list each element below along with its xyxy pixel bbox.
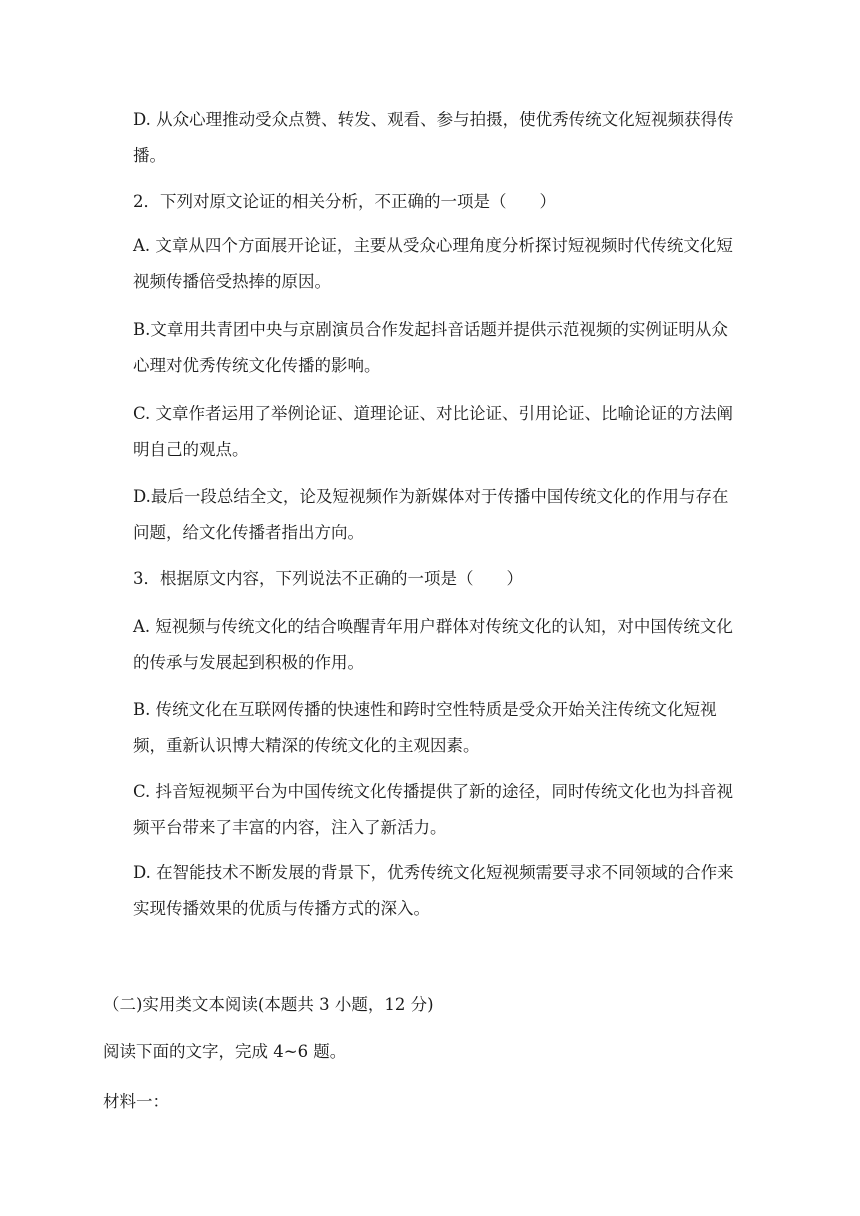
q2-option-d-line1: D.最后一段总结全文，论及短视频作为新媒体对于传播中国传统文化的作用与存在 — [133, 487, 729, 506]
material-one-label — [103, 1084, 759, 1120]
q1-option-d — [103, 102, 759, 174]
q3-option-c-line2: 频平台带来了丰富的内容，注入了新活力。 — [133, 818, 447, 837]
q3-option-c — [103, 774, 759, 846]
q1-option-d-line2: 播。 — [133, 146, 166, 165]
q3-option-a-line1: A. 短视频与传统文化的结合唤醒青年用户群体对传统文化的认知，对中国传统文化 — [133, 617, 733, 636]
section2-instruction — [103, 1034, 759, 1070]
q2-option-b — [103, 312, 759, 384]
section2-instruction-text: 阅读下面的文字，完成 4~6 题。 — [103, 1042, 347, 1061]
q1-option-d-line1: D. 从众心理推动受众点赞、转发、观看、参与拍摄，使优秀传统文化短视频获得传 — [133, 110, 734, 129]
q3-option-b-line1: B. 传统文化在互联网传播的快速性和跨时空性特质是受众开始关注传统文化短视 — [133, 700, 717, 719]
q3-option-a-line2: 的传承与发展起到积极的作用。 — [133, 653, 364, 672]
material-one-label-text: 材料一： — [103, 1092, 169, 1111]
q2-option-a-line1: A. 文章从四个方面展开论证，主要从受众心理角度分析探讨短视频时代传统文化短 — [133, 236, 733, 255]
q2-option-c — [103, 396, 759, 468]
q2-stem — [103, 184, 759, 220]
q3-option-c-line1: C. 抖音短视频平台为中国传统文化传播提供了新的途径，同时传统文化也为抖音视 — [133, 782, 734, 801]
q2-option-d-line2: 问题，给文化传播者指出方向。 — [133, 523, 364, 542]
q3-option-d — [103, 855, 759, 927]
q3-option-b — [103, 692, 759, 764]
q2-option-a — [103, 228, 759, 300]
q3-option-d-line1: D. 在智能技术不断发展的背景下，优秀传统文化短视频需要寻求不同领域的合作来 — [133, 863, 734, 882]
q3-option-a — [103, 609, 759, 681]
q2-option-d — [103, 479, 759, 551]
q2-option-b-line2: 心理对优秀传统文化传播的影响。 — [133, 356, 381, 375]
q3-stem-text: 3．根据原文内容，下列说法不正确的一项是（ ） — [133, 569, 523, 588]
q2-option-c-line2: 明自己的观点。 — [133, 440, 249, 459]
q3-option-b-line2: 频，重新认识博大精深的传统文化的主观因素。 — [133, 736, 480, 755]
section2-heading-text: （二)实用类文本阅读(本题共 3 小题，12 分) — [103, 995, 434, 1014]
section2-heading — [103, 987, 759, 1023]
q3-option-d-line2: 实现传播效果的优质与传播方式的深入。 — [133, 899, 430, 918]
q3-stem — [103, 561, 759, 597]
q2-stem-text: 2．下列对原文论证的相关分析，不正确的一项是（ ） — [133, 192, 556, 211]
q2-option-a-line2: 视频传播倍受热捧的原因。 — [133, 272, 331, 291]
q2-option-c-line1: C. 文章作者运用了举例论证、道理论证、对比论证、引用论证、比喻论证的方法阐 — [133, 404, 734, 423]
q2-option-b-line1: B.文章用共青团中央与京剧演员合作发起抖音话题并提供示范视频的实例证明从众 — [133, 320, 728, 339]
